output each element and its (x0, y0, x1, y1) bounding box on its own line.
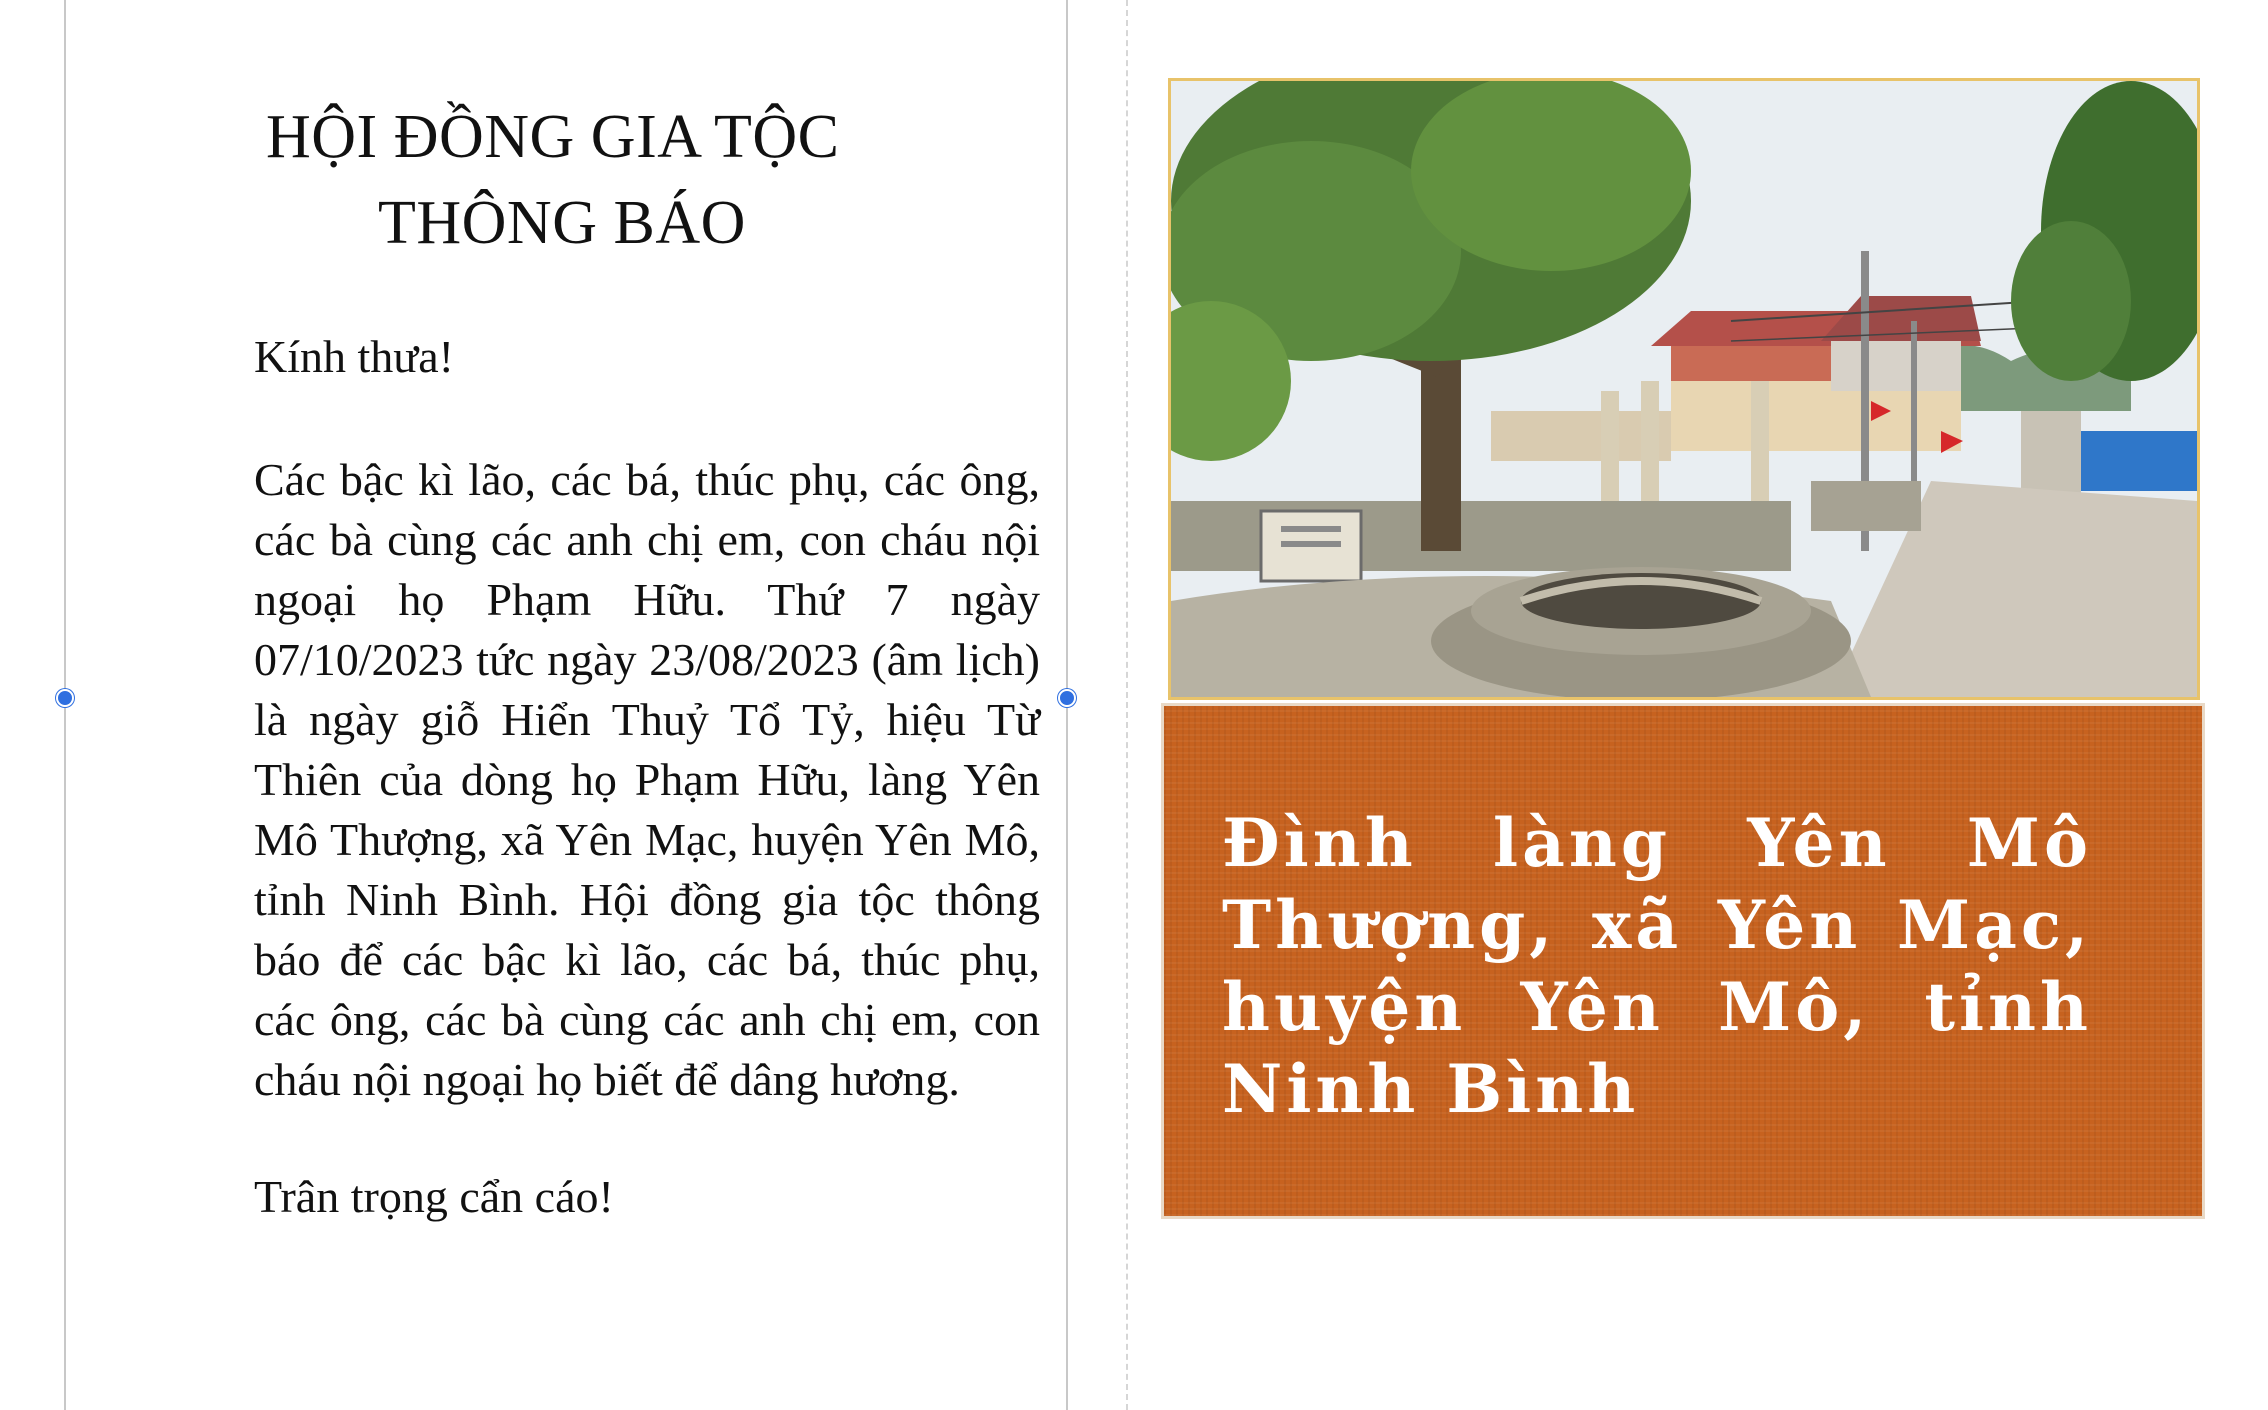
notice-greeting[interactable]: Kính thưa! (254, 331, 454, 382)
caption-box[interactable] (1164, 706, 2202, 1216)
notice-closing[interactable]: Trân trọng cẩn cáo! (254, 1171, 614, 1222)
notice-body[interactable]: Các bậc kì lão, các bá, thúc phụ, các ông, các bà cùng các anh chị em, con cháu nội ngoại họ Phạm Hữu. Thứ 7 ngày 07/10/2023 tức ngày 23/08/2023 (âm lịch) là ngày giỗ Hiển Thuỷ Tổ Tỷ, hiệu Từ Thiên của dòng họ Phạm Hữu, làng Yên Mô Thượng, xã Yên Mạc, huyện Yên Mô, tỉnh Ninh Bình. Hội đồng gia tộc thông báo để các bậc kì lão, các bá, thúc phụ, các ông, các bà cùng các anh chị em, con cháu nội ngoại họ biết để dâng hương. (254, 454, 1040, 1105)
notice-title-line2[interactable]: THÔNG BÁO (378, 189, 746, 257)
textbox-resize-handle-left[interactable] (56, 689, 74, 707)
village-photo[interactable] (1168, 78, 2200, 700)
village-photo-illustration (1171, 81, 2197, 697)
caption-text: Đình làng Yên Mô Thượng, xã Yên Mạc, huyện Yên Mô, tỉnh Ninh Bình (1222, 804, 2092, 1128)
textbox-resize-handle-right[interactable] (1058, 689, 1076, 707)
notice-title-line1[interactable]: HỘI ĐỒNG GIA TỘC (266, 103, 840, 171)
column-guide (1126, 0, 1128, 1410)
